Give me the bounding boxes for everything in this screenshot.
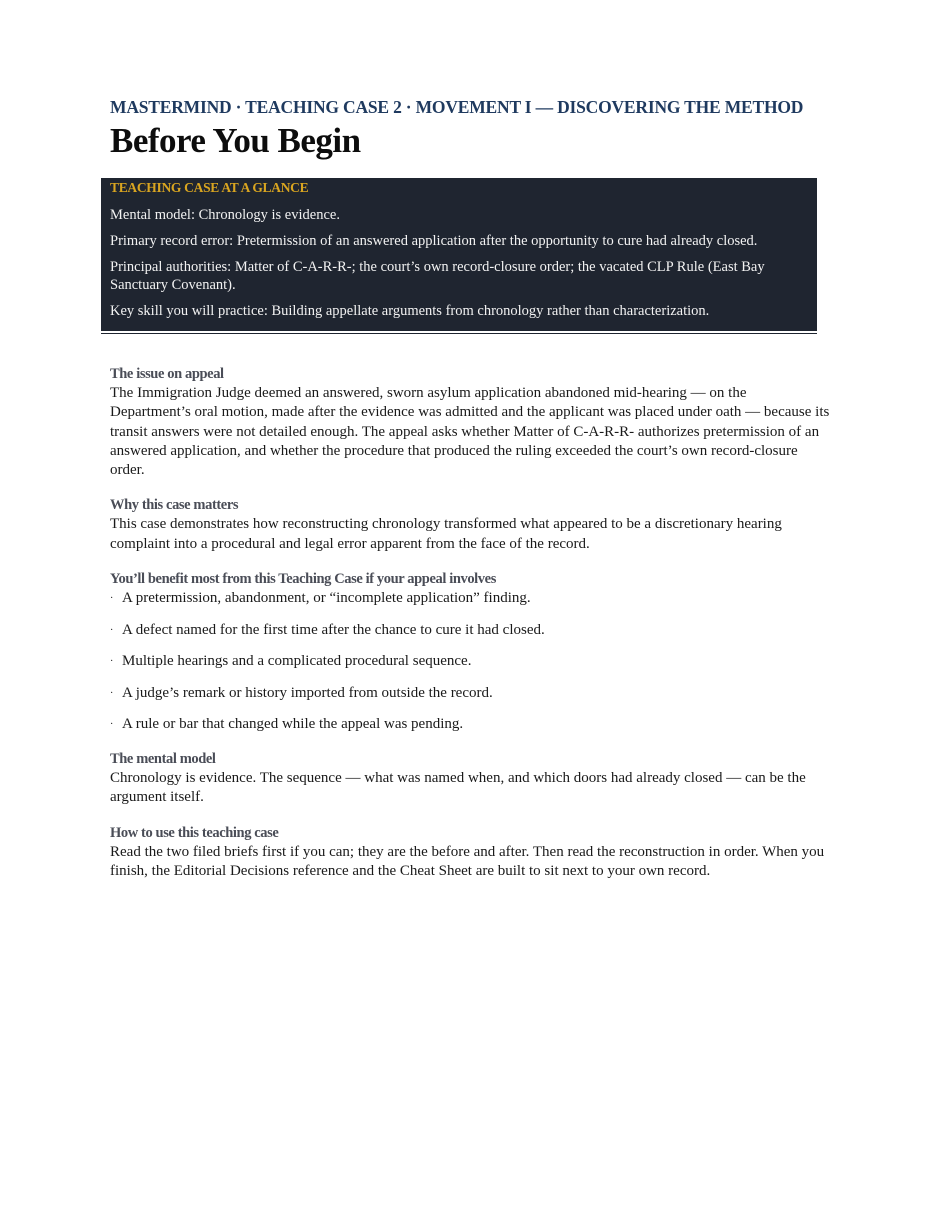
section-body: This case demonstrates how reconstructing chronology transformed what appeared to be a discretionary hearing complaint into a procedural and legal error apparent from the face of the record.: [110, 516, 782, 552]
glance-heading: TEACHING CASE AT A GLANCE: [110, 180, 309, 195]
list-item-text: Multiple hearings and a complicated procedural sequence.: [122, 653, 472, 670]
list-item: [110, 684, 828, 703]
section-mental-model: [110, 750, 828, 808]
bullet-icon: ·: [110, 656, 114, 668]
series-kicker: MASTERMIND · TEACHING CASE 2 · MOVEMENT I — DISCOVERING THE METHOD: [110, 97, 804, 117]
list-item: [110, 652, 828, 671]
section-heading: You’ll benefit most from this Teaching Case if your appeal involves: [110, 571, 496, 588]
section-benefit: [110, 570, 828, 734]
section-why: [110, 496, 828, 554]
list-item: [110, 715, 828, 734]
section-how-to-use: [110, 824, 828, 882]
section-heading: The mental model: [110, 751, 216, 768]
list-item: [110, 621, 828, 640]
section-issue: [110, 365, 828, 480]
section-body: Read the two filed briefs first if you can; they are the before and after. Then read the reconstruction in order. When you finish, the Editorial Decisions reference and the Cheat Sheet are built to sit next to your own record.: [110, 843, 825, 879]
bullet-icon: ·: [110, 687, 114, 699]
list-item: [110, 589, 828, 608]
bullet-icon: ·: [110, 593, 114, 605]
section-heading: The issue on appeal: [110, 366, 224, 382]
benefit-list: [110, 589, 828, 734]
glance-item-key-skill: Key skill you will practice: Building appellate arguments from chronology rather than characterization.: [110, 303, 710, 319]
document-page: [110, 96, 828, 881]
bullet-icon: ·: [110, 624, 114, 636]
section-body: The Immigration Judge deemed an answered, sworn asylum application abandoned mid-hearing — on the Department’s oral motion, made after the evidence was admitted and the applicant was placed under oath — because its transit answers were not detailed enough. The appeal asks whether Matter of C-A-R-R- authorizes pretermission of an answered application, and whether the procedure that produced the ruling exceeded the court’s own record-closure order.: [110, 385, 830, 479]
bullet-icon: ·: [110, 719, 114, 731]
section-heading: How to use this teaching case: [110, 824, 279, 841]
list-item-text: A rule or bar that changed while the appeal was pending.: [122, 716, 464, 733]
list-item-text: A pretermission, abandonment, or “incomplete application” finding.: [122, 590, 531, 607]
glance-item-mental-model: Mental model: Chronology is evidence.: [110, 207, 340, 223]
section-body: Chronology is evidence. The sequence — what was named when, and which doors had already closed — can be the argument itself.: [110, 770, 806, 806]
page-title: Before You Begin: [110, 121, 361, 160]
at-a-glance-box: [101, 178, 817, 331]
list-item-text: A defect named for the first time after the chance to cure it had closed.: [122, 621, 545, 638]
section-heading: Why this case matters: [110, 497, 239, 514]
list-item-text: A judge’s remark or history imported from outside the record.: [122, 684, 493, 701]
glance-item-authorities: Principal authorities: Matter of C-A-R-R-; the court’s own record-closure order; the vacated CLP Rule (East Bay Sanctuary Covenant).: [110, 259, 765, 293]
glance-item-primary-error: Primary record error: Pretermission of an answered application after the opportunity to cure had already closed.: [110, 233, 758, 249]
